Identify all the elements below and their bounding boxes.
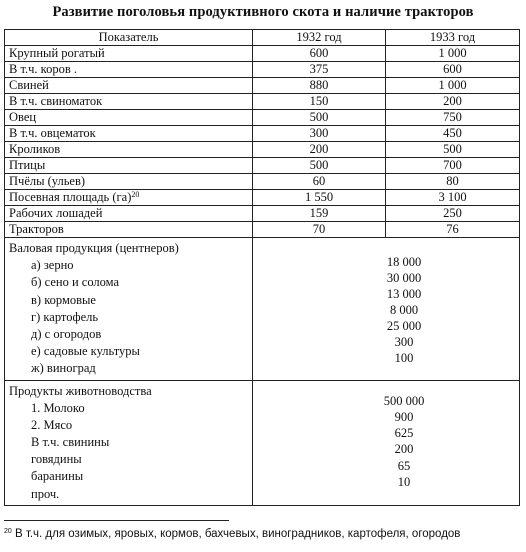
list-item: 2. Мясо [31, 417, 73, 432]
table-row [5, 206, 520, 222]
column-header-1933: 1933 год [386, 30, 520, 46]
value-1932: 60 [253, 174, 386, 190]
column-header-indicator: Показатель [5, 30, 253, 46]
list-value: 10 [397, 474, 411, 489]
table-row [5, 78, 520, 94]
livestock-products-block [5, 380, 520, 505]
value-1933: 200 [386, 94, 520, 110]
list-item: баранины [31, 469, 84, 484]
list-item: проч. [31, 486, 60, 501]
table-row [5, 158, 520, 174]
table-row [5, 174, 520, 190]
value-1933: 250 [386, 206, 520, 222]
list-item: В т.ч. свинины [31, 435, 110, 450]
table-row [5, 222, 520, 238]
list-item: д) с огородов [31, 326, 102, 341]
livestock-products-labels [5, 380, 253, 505]
value-1933: 500 [386, 142, 520, 158]
list-value: 30 000 [386, 271, 422, 285]
value-1933: 700 [386, 158, 520, 174]
list-item: г) картофель [31, 309, 99, 324]
table-row [5, 62, 520, 78]
list-value: 900 [394, 409, 414, 424]
row-label: Тракторов [5, 222, 253, 238]
value-1933: 76 [386, 222, 520, 238]
value-1933: 750 [386, 110, 520, 126]
row-label: Свиней [5, 78, 253, 94]
table-row [5, 190, 520, 206]
table-row [5, 126, 520, 142]
list-value: 18 000 [386, 255, 422, 269]
list-item: 1. Молоко [31, 400, 85, 415]
list-item: говядины [31, 452, 82, 467]
value-1933: 450 [386, 126, 520, 142]
row-label: В т.ч. свиноматок [5, 94, 253, 110]
table-row [5, 46, 520, 62]
footnote [4, 528, 460, 540]
value-1932: 375 [253, 62, 386, 78]
table-row [5, 142, 520, 158]
table-row [5, 110, 520, 126]
gross-output-values [253, 238, 520, 381]
value-1933: 80 [386, 174, 520, 190]
list-value: 100 [394, 351, 414, 365]
row-label: Птицы [5, 158, 253, 174]
value-1933: 1 000 [386, 46, 520, 62]
list-item: ж) виноград [31, 361, 96, 376]
row-label [5, 190, 253, 206]
footnote-mark: 20 [4, 528, 12, 535]
footnote-divider [4, 520, 229, 521]
value-1933: 1 000 [386, 78, 520, 94]
value-1932: 200 [253, 142, 386, 158]
row-label: В т.ч. коров . [5, 62, 253, 78]
value-1932: 159 [253, 206, 386, 222]
gross-output-block [5, 238, 520, 381]
livestock-products-values [253, 380, 520, 505]
page-title: Развитие поголовья продуктивного скота и наличие тракторов [52, 4, 474, 20]
table-row [5, 94, 520, 110]
column-header-1932: 1932 год [253, 30, 386, 46]
row-label: Овец [5, 110, 253, 126]
list-item: б) сено и солома [31, 275, 120, 290]
footnote-ref: 20 [131, 190, 140, 199]
list-value: 13 000 [386, 287, 422, 301]
list-value: 500 000 [383, 393, 425, 408]
list-value: 625 [394, 426, 414, 441]
value-1932: 500 [253, 110, 386, 126]
row-label: Пчёлы (ульев) [5, 174, 253, 190]
value-1932: 1 550 [253, 190, 386, 206]
value-1932: 150 [253, 94, 386, 110]
list-value: 200 [394, 442, 414, 457]
list-value: 25 000 [386, 319, 422, 333]
value-1932: 70 [253, 222, 386, 238]
row-label: Рабочих лошадей [5, 206, 253, 222]
list-item: а) зерно [31, 258, 74, 273]
gross-output-header: Валовая продукция (центнеров) [9, 241, 179, 255]
value-1932: 500 [253, 158, 386, 174]
value-1932: 600 [253, 46, 386, 62]
value-1933: 600 [386, 62, 520, 78]
livestock-products-header: Продукты животноводства [9, 383, 152, 398]
table-header-row [5, 30, 520, 46]
row-label: Кроликов [5, 142, 253, 158]
row-label-text: Посевная площадь (га) [9, 190, 132, 204]
gross-output-labels [5, 238, 253, 381]
row-label: Крупный рогатый [5, 46, 253, 62]
value-1933: 3 100 [386, 190, 520, 206]
value-1932: 300 [253, 126, 386, 142]
list-item: е) садовые культуры [31, 344, 140, 359]
list-item: в) кормовые [31, 292, 96, 307]
list-value: 8 000 [389, 303, 419, 317]
value-1932: 880 [253, 78, 386, 94]
row-label: В т.ч. овцематок [5, 126, 253, 142]
footnote-text: В т.ч. для озимых, яровых, кормов, бахчевых, виноградников, картофеля, огородов [15, 528, 461, 540]
list-value: 300 [394, 335, 414, 349]
livestock-table [4, 29, 520, 506]
list-value: 65 [397, 458, 411, 473]
